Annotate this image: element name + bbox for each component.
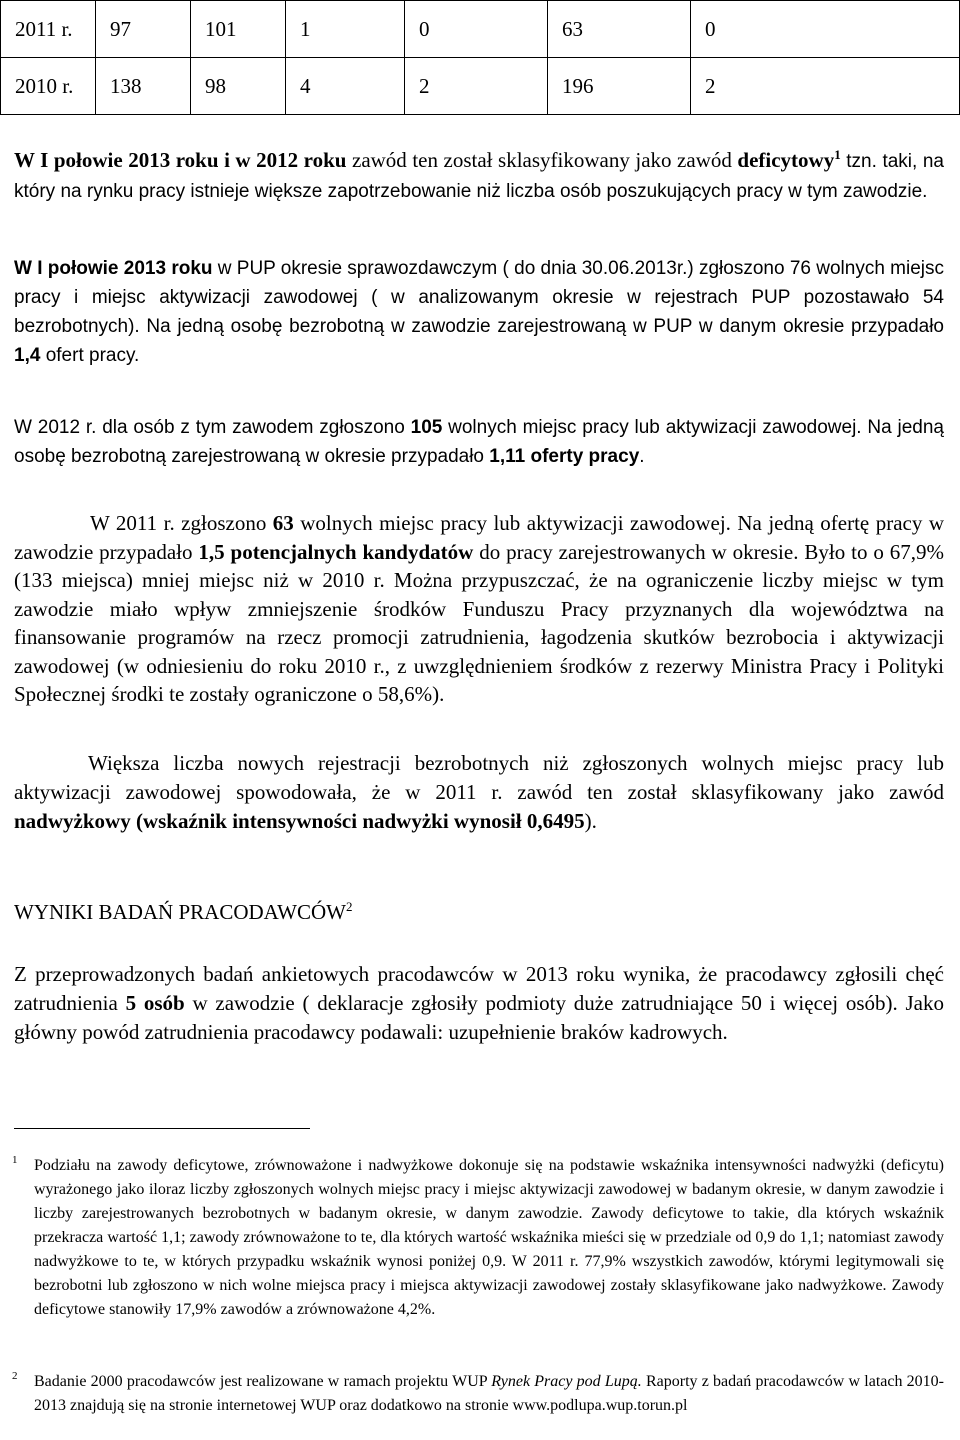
bold-text: nadwyżkowy (wskaźnik intensywności nadwyżki wynosił 0,6495	[14, 809, 585, 833]
footnote-1	[14, 1154, 944, 1322]
table-cell: 101	[191, 1, 286, 58]
table-cell: 196	[548, 58, 691, 115]
bold-text: potencjalnych kandydatów	[230, 539, 474, 564]
text: zawód ten został sklasyfikowany jako zawód	[346, 148, 732, 172]
text: Większa liczba nowych rejestracji bezrobotnych niż zgłoszonych wolnych miejsc pracy lub aktywizacji zawodowej spowodowała, że w 2011 r. zawód ten został sklasyfikowany jako zawód	[14, 751, 944, 804]
paragraph-2012-offers	[14, 413, 944, 471]
table-cell: 2	[691, 58, 960, 115]
table-row	[1, 58, 960, 115]
table-cell: 63	[548, 1, 691, 58]
text: wolnych miejsc pracy lub aktywizacji zawodowej. Na jedną osobę bezrobotną zarejestrowaną w okresie przypadało	[14, 417, 944, 467]
table-cell: 1	[286, 1, 405, 58]
paragraph-2011-offers	[14, 509, 944, 709]
footnote-2	[14, 1370, 944, 1418]
footnote-ref: 1	[834, 147, 841, 162]
bold-text: 5 osób	[125, 991, 185, 1015]
footnote-text: Podziału na zawody deficytowe, zrównoważone i nadwyżkowe dokonuje się na podstawie wskaźnika intensywności nadwyżki (deficytu) wyrażonego jako iloraz liczby zgłoszonych wolnych miejsc pracy i miejsc aktywizacji zawodowej w badanym okresie, w danym zawodzie i liczby zarejestrowanych bezrobotnych w badanym okresie, w danym zawodzie. Zawody deficytowe to takie, dla których wskaźnik przekracza wartość 1,1; zawody zrównoważone to te, dla których wartość wskaźnika mieści się w przedziale od 0,9 do 1,1; natomiast zawody nadwyżkowe to te, w których przypadku wskaźnik wynosi poniżej 0,9. W 2011 r. 77,9% wszystkich zawodów, którymi legitymowali się bezrobotni lub zgłoszono w nich wolne miejsca pracy i miejsca aktywizacji zawodowej zostały sklasyfikowane jako nadwyżkowe. Zawody deficytowe stanowiły 17,9% zawodów a zrównoważone 4,2%.	[34, 1157, 944, 1318]
text: W 2012 r. dla osób z tym zawodem zgłoszono	[14, 417, 411, 438]
paragraph-employer-survey	[14, 960, 944, 1047]
text: Z przeprowadzonych badań ankietowych pracodawców w 2013 roku wynika, że pracodawcy zgłosili chęć zatrudnienia	[14, 962, 944, 1015]
text: Raporty z badań pracodawców w latach 2010- 2013 znajdują się na stronie internetowej WUP oraz dodatkowo na stronie www.podlupa.wup.torun.pl	[34, 1373, 945, 1414]
table-cell: 2	[405, 58, 548, 115]
footnote-number: 2	[12, 1370, 18, 1382]
table-cell: 4	[286, 58, 405, 115]
text: W 2011 r. zgłoszono	[90, 511, 273, 535]
table-cell: 2011 r.	[1, 1, 96, 58]
text: w zawodzie ( deklaracje zgłosiły podmioty duże zatrudniające 50 i więcej osób). Jako główny powód zatrudnienia pracodawcy podawali: uzupełnienie braków kadrowych.	[14, 991, 945, 1044]
italic-text: Rynek Pracy pod Lupą.	[491, 1373, 642, 1390]
text: ).	[584, 809, 597, 833]
text: do pracy zarejestrowanych w okresie. Było to o 67,9% (133 miejsca) mniej miejsc niż w 2010 r. Można przypuszczać, że na ograniczenie liczby miejsc w tym zawodzie miało wpływ zmniejszenie środków Funduszu Pracy przyznanych dla województwa na finansowanie programów na rzecz promocji zatrudnienia, łagodzenia skutków bezrobocia i aktywizacji zawodowej (w odniesieniu do roku 2010 r., z uwzględnieniem środków z rezerwy Ministra Pracy i Polityki Społecznej środki te zostały ograniczone o 58,6%).	[14, 539, 944, 706]
footnote-text	[34, 1370, 944, 1418]
paragraph-deficit-classification	[14, 146, 944, 206]
footnote-ref: 2	[345, 899, 353, 914]
paragraph-2013-offers	[14, 254, 944, 370]
table-cell: 0	[405, 1, 548, 58]
footnote-number: 1	[12, 1154, 18, 1166]
footnote-separator	[14, 1128, 310, 1129]
text: tzn. taki, na który na rynku pracy istnieje większe zapotrzebowanie niż liczba osób poszukujących pracy w tym zawodzie.	[14, 151, 944, 202]
text: w PUP okresie sprawozdawczym ( do dnia 30.06.2013r.) zgłoszono 76 wolnych miejsc pracy i miejsc aktywizacji zawodowej ( w analizowanym okresie w rejestrach PUP pozostawało 54 bezrobotnych). Na jedną osobę bezrobotną w zawodzie zarejestrowaną w PUP w danym okresie przypadało	[14, 258, 944, 337]
bold-text	[737, 148, 840, 172]
text: wolnych miejsc pracy lub aktywizacji zawodowej. Na jedną ofertę pracy w zawodzie przypadało	[14, 511, 944, 564]
table-row	[1, 1, 960, 58]
heading-text: WYNIKI BADAŃ PRACODAWCÓW	[14, 900, 346, 924]
bold-text: 1,5	[198, 539, 225, 564]
table-cell: 97	[96, 1, 191, 58]
bold-text: 1,11 oferty pracy	[489, 446, 640, 467]
bold-text: 1,4	[14, 345, 41, 366]
text: Badanie 2000 pracodawców jest realizowane w ramach projektu WUP	[34, 1373, 492, 1390]
table-cell: 138	[96, 58, 191, 115]
text: ofert pracy.	[40, 345, 140, 366]
table-cell: 98	[191, 58, 286, 115]
paragraph-surplus-classification	[14, 749, 944, 836]
bold-text: 105	[410, 417, 443, 438]
text: deficytowy	[737, 148, 835, 172]
table-cell: 2010 r.	[1, 58, 96, 115]
bold-text: W I połowie 2013 roku	[14, 258, 213, 279]
section-heading	[14, 900, 352, 925]
bold-text: W I połowie 2013 roku i w 2012 roku	[14, 148, 347, 172]
table-cell: 0	[691, 1, 960, 58]
text: .	[639, 446, 645, 467]
bold-text: 63	[272, 511, 294, 535]
statistics-table	[0, 0, 960, 115]
